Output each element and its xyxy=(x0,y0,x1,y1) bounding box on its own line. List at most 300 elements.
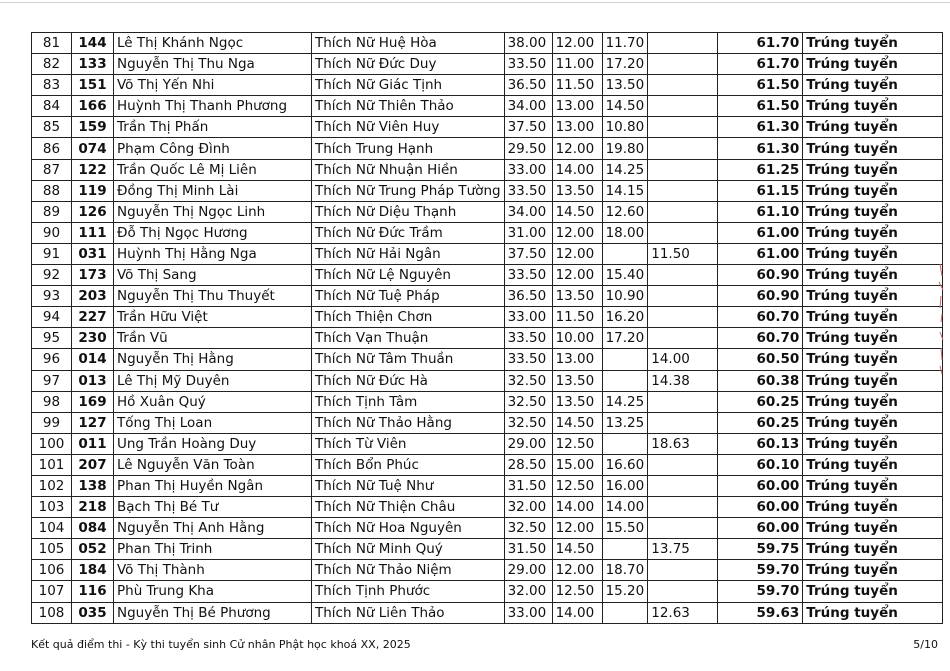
cell-score-2: 14.00 xyxy=(552,159,602,180)
cell-candidate-number: 159 xyxy=(72,117,114,138)
table-row xyxy=(32,602,943,623)
cell-score-4 xyxy=(648,307,718,328)
cell-result: Trúng tuyển xyxy=(803,201,943,222)
cell-dharma-name: Thích Nữ Huệ Hòa xyxy=(312,33,505,54)
cell-dharma-name: Thích Nữ Thảo Hằng xyxy=(312,412,505,433)
cell-dharma-name: Thích Bổn Phúc xyxy=(312,454,505,475)
cell-score-4: 14.38 xyxy=(648,370,718,391)
cell-full-name: Trần Quốc Lê Mị Liên xyxy=(114,159,312,180)
cell-dharma-name: Thích Nữ Liên Thảo xyxy=(312,602,505,623)
cell-score-4: 13.75 xyxy=(648,539,718,560)
cell-result: Trúng tuyển xyxy=(803,412,943,433)
cell-score-4: 14.00 xyxy=(648,349,718,370)
table-row xyxy=(32,201,943,222)
cell-score-3: 14.25 xyxy=(602,159,648,180)
cell-total-score: 60.25 xyxy=(718,412,803,433)
cell-dharma-name: Thích Tịnh Tâm xyxy=(312,391,505,412)
cell-stt: 81 xyxy=(32,33,72,54)
cell-score-2: 12.00 xyxy=(552,560,602,581)
cell-candidate-number: 230 xyxy=(72,328,114,349)
cell-score-3: 15.20 xyxy=(602,581,648,602)
cell-stt: 97 xyxy=(32,370,72,391)
table-row xyxy=(32,391,943,412)
cell-score-2: 14.50 xyxy=(552,539,602,560)
cell-score-4 xyxy=(648,391,718,412)
table-row xyxy=(32,138,943,159)
cell-score-2: 12.00 xyxy=(552,138,602,159)
cell-stt: 106 xyxy=(32,560,72,581)
cell-total-score: 60.13 xyxy=(718,433,803,454)
cell-score-2: 13.00 xyxy=(552,96,602,117)
cell-result: Trúng tuyển xyxy=(803,54,943,75)
cell-score-2: 12.00 xyxy=(552,265,602,286)
cell-score-3: 16.60 xyxy=(602,454,648,475)
cell-dharma-name: Thích Trung Hạnh xyxy=(312,138,505,159)
cell-full-name: Nguyễn Thị Thu Nga xyxy=(114,54,312,75)
cell-dharma-name: Thích Nữ Thiên Thảo xyxy=(312,96,505,117)
cell-score-2: 12.00 xyxy=(552,222,602,243)
table-row xyxy=(32,286,943,307)
cell-score-1: 33.50 xyxy=(504,54,552,75)
cell-candidate-number: 014 xyxy=(72,349,114,370)
cell-total-score: 60.90 xyxy=(718,286,803,307)
cell-dharma-name: Thích Nữ Viên Huy xyxy=(312,117,505,138)
cell-candidate-number: 166 xyxy=(72,96,114,117)
cell-score-3: 17.20 xyxy=(602,54,648,75)
cell-candidate-number: 052 xyxy=(72,539,114,560)
cell-score-4 xyxy=(648,54,718,75)
cell-total-score: 59.75 xyxy=(718,539,803,560)
cell-full-name: Lê Thị Khánh Ngọc xyxy=(114,33,312,54)
cell-full-name: Nguyễn Thị Thu Thuyết xyxy=(114,286,312,307)
cell-dharma-name: Thích Nữ Hoa Nguyên xyxy=(312,518,505,539)
cell-score-3: 13.50 xyxy=(602,75,648,96)
cell-candidate-number: 111 xyxy=(72,222,114,243)
cell-full-name: Võ Thị Yến Nhi xyxy=(114,75,312,96)
cell-candidate-number: 084 xyxy=(72,518,114,539)
cell-score-4 xyxy=(648,96,718,117)
cell-stt: 103 xyxy=(32,497,72,518)
cell-score-4 xyxy=(648,454,718,475)
cell-candidate-number: 227 xyxy=(72,307,114,328)
cell-score-2: 15.00 xyxy=(552,454,602,475)
table-row xyxy=(32,117,943,138)
cell-dharma-name: Thích Nữ Thiện Châu xyxy=(312,497,505,518)
cell-total-score: 61.25 xyxy=(718,159,803,180)
footer-title: Kết quả điểm thi - Kỳ thi tuyển sinh Cử nhân Phật học khoá XX, 2025 xyxy=(31,638,411,651)
cell-score-4 xyxy=(648,222,718,243)
cell-stt: 83 xyxy=(32,75,72,96)
cell-score-1: 33.00 xyxy=(504,602,552,623)
cell-score-1: 33.50 xyxy=(504,180,552,201)
cell-stt: 105 xyxy=(32,539,72,560)
cell-candidate-number: 126 xyxy=(72,201,114,222)
cell-score-1: 28.50 xyxy=(504,454,552,475)
cell-candidate-number: 173 xyxy=(72,265,114,286)
table-row xyxy=(32,307,943,328)
cell-stt: 89 xyxy=(32,201,72,222)
cell-full-name: Lê Thị Mỹ Duyên xyxy=(114,370,312,391)
cell-result: Trúng tuyển xyxy=(803,265,943,286)
cell-result: Trúng tuyển xyxy=(803,328,943,349)
cell-score-3: 16.00 xyxy=(602,475,648,496)
cell-stt: 102 xyxy=(32,475,72,496)
cell-result: Trúng tuyển xyxy=(803,497,943,518)
cell-total-score: 61.15 xyxy=(718,180,803,201)
cell-result: Trúng tuyển xyxy=(803,222,943,243)
results-table xyxy=(31,32,943,624)
cell-score-1: 36.50 xyxy=(504,286,552,307)
cell-full-name: Nguyễn Thị Ngọc Linh xyxy=(114,201,312,222)
cell-score-3: 15.50 xyxy=(602,518,648,539)
cell-candidate-number: 011 xyxy=(72,433,114,454)
cell-score-4: 12.63 xyxy=(648,602,718,623)
cell-score-3 xyxy=(602,602,648,623)
cell-dharma-name: Thích Nữ Đức Trầm xyxy=(312,222,505,243)
cell-score-2: 13.50 xyxy=(552,391,602,412)
cell-score-1: 33.00 xyxy=(504,307,552,328)
cell-result: Trúng tuyển xyxy=(803,286,943,307)
cell-full-name: Võ Thị Thành xyxy=(114,560,312,581)
cell-result: Trúng tuyển xyxy=(803,243,943,264)
cell-result: Trúng tuyển xyxy=(803,96,943,117)
cell-dharma-name: Thích Nữ Đức Hà xyxy=(312,370,505,391)
cell-stt: 92 xyxy=(32,265,72,286)
cell-candidate-number: 203 xyxy=(72,286,114,307)
cell-score-2: 13.50 xyxy=(552,180,602,201)
cell-score-3: 13.25 xyxy=(602,412,648,433)
table-row xyxy=(32,54,943,75)
cell-score-3: 18.70 xyxy=(602,560,648,581)
table-row xyxy=(32,518,943,539)
cell-score-1: 32.00 xyxy=(504,497,552,518)
cell-score-3: 19.80 xyxy=(602,138,648,159)
cell-score-3: 14.15 xyxy=(602,180,648,201)
cell-dharma-name: Thích Nữ Lệ Nguyên xyxy=(312,265,505,286)
cell-score-3 xyxy=(602,349,648,370)
cell-score-2: 12.50 xyxy=(552,475,602,496)
cell-score-2: 13.50 xyxy=(552,286,602,307)
table-row xyxy=(32,243,943,264)
cell-stt: 104 xyxy=(32,518,72,539)
cell-dharma-name: Thích Nữ Đức Duy xyxy=(312,54,505,75)
cell-candidate-number: 119 xyxy=(72,180,114,201)
cell-total-score: 61.10 xyxy=(718,201,803,222)
cell-score-1: 31.00 xyxy=(504,222,552,243)
cell-total-score: 60.00 xyxy=(718,475,803,496)
cell-dharma-name: Thích Nữ Hải Ngân xyxy=(312,243,505,264)
cell-total-score: 59.63 xyxy=(718,602,803,623)
cell-stt: 93 xyxy=(32,286,72,307)
cell-score-1: 32.50 xyxy=(504,391,552,412)
cell-stt: 100 xyxy=(32,433,72,454)
cell-candidate-number: 116 xyxy=(72,581,114,602)
cell-score-3: 10.90 xyxy=(602,286,648,307)
cell-score-3 xyxy=(602,243,648,264)
cell-full-name: Phan Thị Trinh xyxy=(114,539,312,560)
cell-score-3: 16.20 xyxy=(602,307,648,328)
table-row xyxy=(32,454,943,475)
cell-result: Trúng tuyển xyxy=(803,475,943,496)
cell-total-score: 60.25 xyxy=(718,391,803,412)
cell-stt: 98 xyxy=(32,391,72,412)
cell-score-1: 36.50 xyxy=(504,75,552,96)
cell-result: Trúng tuyển xyxy=(803,454,943,475)
cell-candidate-number: 035 xyxy=(72,602,114,623)
table-row xyxy=(32,349,943,370)
cell-result: Trúng tuyển xyxy=(803,117,943,138)
cell-score-4 xyxy=(648,560,718,581)
cell-result: Trúng tuyển xyxy=(803,370,943,391)
cell-score-4 xyxy=(648,581,718,602)
cell-score-4 xyxy=(648,201,718,222)
cell-dharma-name: Thích Nữ Diệu Thạnh xyxy=(312,201,505,222)
cell-candidate-number: 151 xyxy=(72,75,114,96)
cell-full-name: Tống Thị Loan xyxy=(114,412,312,433)
cell-stt: 87 xyxy=(32,159,72,180)
cell-candidate-number: 031 xyxy=(72,243,114,264)
cell-score-1: 33.00 xyxy=(504,159,552,180)
cell-candidate-number: 122 xyxy=(72,159,114,180)
table-row xyxy=(32,159,943,180)
cell-result: Trúng tuyển xyxy=(803,602,943,623)
cell-candidate-number: 138 xyxy=(72,475,114,496)
cell-score-1: 34.00 xyxy=(504,96,552,117)
cell-score-1: 38.00 xyxy=(504,33,552,54)
cell-dharma-name: Thích Nữ Tuệ Như xyxy=(312,475,505,496)
cell-dharma-name: Thích Từ Viên xyxy=(312,433,505,454)
cell-score-4: 11.50 xyxy=(648,243,718,264)
cell-score-3: 14.50 xyxy=(602,96,648,117)
cell-total-score: 59.70 xyxy=(718,581,803,602)
page-number: 5/10 xyxy=(913,638,938,651)
cell-score-2: 11.00 xyxy=(552,54,602,75)
cell-dharma-name: Thích Nữ Tâm Thuần xyxy=(312,349,505,370)
cell-result: Trúng tuyển xyxy=(803,349,943,370)
cell-candidate-number: 144 xyxy=(72,33,114,54)
cell-candidate-number: 184 xyxy=(72,560,114,581)
cell-total-score: 60.50 xyxy=(718,349,803,370)
cell-result: Trúng tuyển xyxy=(803,539,943,560)
cell-score-3 xyxy=(602,370,648,391)
table-row xyxy=(32,581,943,602)
cell-score-4 xyxy=(648,265,718,286)
cell-candidate-number: 133 xyxy=(72,54,114,75)
cell-score-4 xyxy=(648,117,718,138)
cell-score-2: 10.00 xyxy=(552,328,602,349)
cell-result: Trúng tuyển xyxy=(803,518,943,539)
cell-score-2: 12.50 xyxy=(552,581,602,602)
cell-candidate-number: 074 xyxy=(72,138,114,159)
cell-score-4 xyxy=(648,33,718,54)
cell-full-name: Nguyễn Thị Anh Hằng xyxy=(114,518,312,539)
cell-score-2: 14.50 xyxy=(552,201,602,222)
cell-score-1: 37.50 xyxy=(504,243,552,264)
cell-score-4 xyxy=(648,412,718,433)
margin-stamp-mark xyxy=(936,262,948,377)
cell-full-name: Nguyễn Thị Hằng xyxy=(114,349,312,370)
cell-total-score: 60.90 xyxy=(718,265,803,286)
cell-score-1: 32.50 xyxy=(504,370,552,391)
cell-total-score: 61.50 xyxy=(718,75,803,96)
cell-full-name: Phạm Công Đình xyxy=(114,138,312,159)
cell-total-score: 60.00 xyxy=(718,497,803,518)
cell-result: Trúng tuyển xyxy=(803,560,943,581)
cell-result: Trúng tuyển xyxy=(803,159,943,180)
cell-result: Trúng tuyển xyxy=(803,75,943,96)
cell-score-2: 13.50 xyxy=(552,370,602,391)
cell-score-2: 14.00 xyxy=(552,602,602,623)
cell-result: Trúng tuyển xyxy=(803,180,943,201)
cell-full-name: Phan Thị Huyền Ngân xyxy=(114,475,312,496)
cell-dharma-name: Thích Tịnh Phước xyxy=(312,581,505,602)
cell-score-3: 12.60 xyxy=(602,201,648,222)
cell-score-1: 33.50 xyxy=(504,349,552,370)
table-body xyxy=(32,33,943,624)
cell-stt: 91 xyxy=(32,243,72,264)
cell-score-4 xyxy=(648,475,718,496)
cell-full-name: Huỳnh Thị Hằng Nga xyxy=(114,243,312,264)
cell-score-3 xyxy=(602,433,648,454)
table-row xyxy=(32,560,943,581)
cell-dharma-name: Thích Vạn Thuận xyxy=(312,328,505,349)
cell-score-4 xyxy=(648,180,718,201)
cell-full-name: Trần Hữu Việt xyxy=(114,307,312,328)
cell-score-4 xyxy=(648,497,718,518)
cell-score-4 xyxy=(648,328,718,349)
cell-score-3: 14.00 xyxy=(602,497,648,518)
table-row xyxy=(32,370,943,391)
table-row xyxy=(32,539,943,560)
cell-total-score: 61.00 xyxy=(718,222,803,243)
cell-score-1: 33.50 xyxy=(504,328,552,349)
cell-stt: 84 xyxy=(32,96,72,117)
cell-score-2: 12.50 xyxy=(552,433,602,454)
table-row xyxy=(32,497,943,518)
cell-full-name: Bạch Thị Bé Tư xyxy=(114,497,312,518)
cell-total-score: 60.70 xyxy=(718,307,803,328)
cell-score-1: 32.50 xyxy=(504,412,552,433)
table-row xyxy=(32,412,943,433)
cell-total-score: 59.70 xyxy=(718,560,803,581)
cell-score-1: 31.50 xyxy=(504,539,552,560)
cell-score-4: 18.63 xyxy=(648,433,718,454)
table-row xyxy=(32,265,943,286)
cell-total-score: 60.70 xyxy=(718,328,803,349)
cell-full-name: Đồng Thị Minh Lài xyxy=(114,180,312,201)
cell-result: Trúng tuyển xyxy=(803,33,943,54)
cell-result: Trúng tuyển xyxy=(803,433,943,454)
cell-stt: 107 xyxy=(32,581,72,602)
cell-full-name: Ung Trần Hoàng Duy xyxy=(114,433,312,454)
cell-score-4 xyxy=(648,159,718,180)
cell-full-name: Võ Thị Sang xyxy=(114,265,312,286)
cell-score-1: 32.50 xyxy=(504,518,552,539)
table-row xyxy=(32,96,943,117)
cell-stt: 88 xyxy=(32,180,72,201)
cell-dharma-name: Thích Nữ Nhuận Hiền xyxy=(312,159,505,180)
cell-full-name: Trần Thị Phấn xyxy=(114,117,312,138)
top-divider xyxy=(0,2,950,3)
cell-stt: 108 xyxy=(32,602,72,623)
cell-score-3 xyxy=(602,539,648,560)
cell-stt: 95 xyxy=(32,328,72,349)
cell-full-name: Nguyễn Thị Bé Phương xyxy=(114,602,312,623)
table-row xyxy=(32,433,943,454)
cell-stt: 99 xyxy=(32,412,72,433)
cell-score-1: 31.50 xyxy=(504,475,552,496)
table-row xyxy=(32,222,943,243)
cell-full-name: Đỗ Thị Ngọc Hương xyxy=(114,222,312,243)
cell-score-2: 14.00 xyxy=(552,497,602,518)
cell-candidate-number: 207 xyxy=(72,454,114,475)
cell-score-1: 29.50 xyxy=(504,138,552,159)
cell-candidate-number: 169 xyxy=(72,391,114,412)
cell-score-4 xyxy=(648,138,718,159)
cell-stt: 90 xyxy=(32,222,72,243)
cell-total-score: 61.70 xyxy=(718,54,803,75)
cell-dharma-name: Thích Nữ Giác Tịnh xyxy=(312,75,505,96)
cell-full-name: Trần Vũ xyxy=(114,328,312,349)
cell-full-name: Phù Trung Kha xyxy=(114,581,312,602)
cell-result: Trúng tuyển xyxy=(803,391,943,412)
cell-score-2: 13.00 xyxy=(552,349,602,370)
cell-score-1: 29.00 xyxy=(504,433,552,454)
cell-dharma-name: Thích Thiện Chơn xyxy=(312,307,505,328)
cell-score-3: 14.25 xyxy=(602,391,648,412)
cell-total-score: 61.30 xyxy=(718,117,803,138)
cell-score-3: 15.40 xyxy=(602,265,648,286)
cell-score-2: 12.00 xyxy=(552,243,602,264)
cell-score-2: 11.50 xyxy=(552,307,602,328)
cell-total-score: 60.10 xyxy=(718,454,803,475)
cell-candidate-number: 013 xyxy=(72,370,114,391)
cell-score-1: 32.00 xyxy=(504,581,552,602)
cell-score-2: 12.00 xyxy=(552,518,602,539)
cell-full-name: Huỳnh Thị Thanh Phương xyxy=(114,96,312,117)
cell-full-name: Hồ Xuân Quý xyxy=(114,391,312,412)
cell-score-4 xyxy=(648,286,718,307)
cell-score-1: 29.00 xyxy=(504,560,552,581)
cell-stt: 85 xyxy=(32,117,72,138)
cell-score-2: 14.50 xyxy=(552,412,602,433)
cell-score-2: 11.50 xyxy=(552,75,602,96)
cell-score-1: 34.00 xyxy=(504,201,552,222)
cell-stt: 101 xyxy=(32,454,72,475)
cell-total-score: 60.00 xyxy=(718,518,803,539)
cell-total-score: 61.30 xyxy=(718,138,803,159)
table-row xyxy=(32,75,943,96)
cell-dharma-name: Thích Nữ Thảo Niệm xyxy=(312,560,505,581)
cell-total-score: 61.70 xyxy=(718,33,803,54)
table-row xyxy=(32,33,943,54)
cell-total-score: 61.00 xyxy=(718,243,803,264)
cell-dharma-name: Thích Nữ Tuệ Pháp xyxy=(312,286,505,307)
cell-result: Trúng tuyển xyxy=(803,307,943,328)
cell-stt: 94 xyxy=(32,307,72,328)
cell-stt: 96 xyxy=(32,349,72,370)
cell-result: Trúng tuyển xyxy=(803,581,943,602)
cell-total-score: 61.50 xyxy=(718,96,803,117)
table-row xyxy=(32,180,943,201)
cell-stt: 82 xyxy=(32,54,72,75)
cell-score-2: 12.00 xyxy=(552,33,602,54)
cell-score-3: 17.20 xyxy=(602,328,648,349)
cell-result: Trúng tuyển xyxy=(803,138,943,159)
cell-candidate-number: 218 xyxy=(72,497,114,518)
cell-score-3: 18.00 xyxy=(602,222,648,243)
cell-total-score: 60.38 xyxy=(718,370,803,391)
